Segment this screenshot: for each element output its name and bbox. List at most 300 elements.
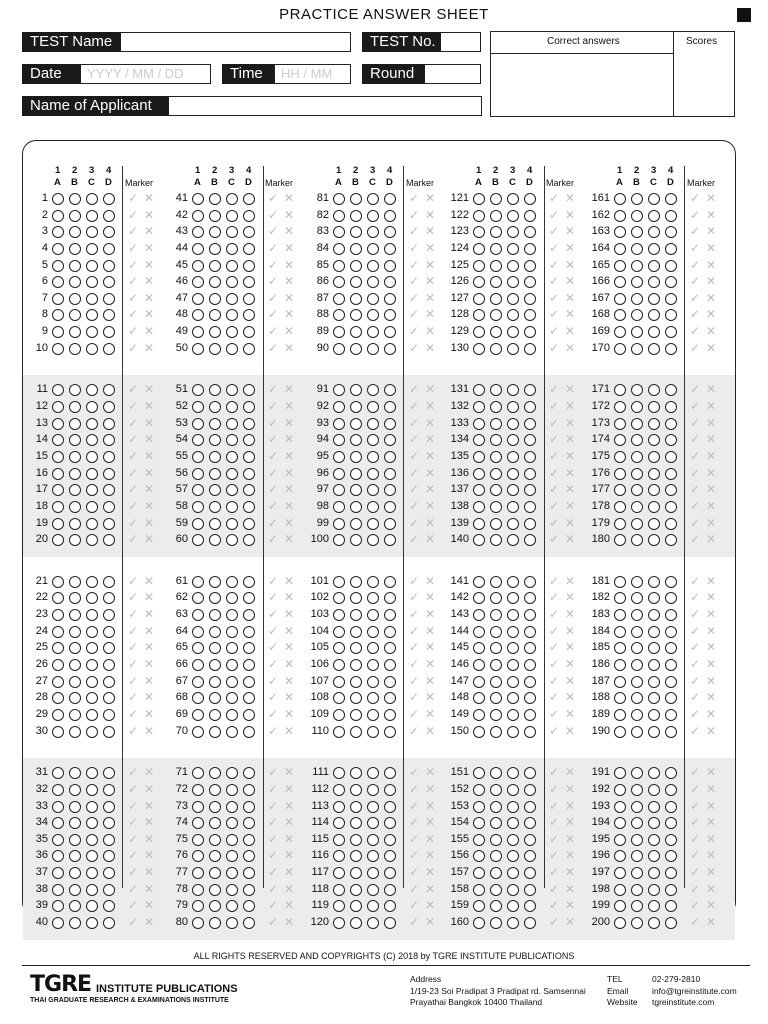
answer-bubble-b[interactable] xyxy=(209,518,221,530)
answer-bubble-a[interactable] xyxy=(192,767,204,779)
answer-bubble-b[interactable] xyxy=(631,767,643,779)
answer-bubble-d[interactable] xyxy=(103,534,115,546)
answer-bubble-b[interactable] xyxy=(490,434,502,446)
answer-bubble-b[interactable] xyxy=(209,434,221,446)
answer-bubble-d[interactable] xyxy=(243,576,255,588)
answer-bubble-a[interactable] xyxy=(614,801,626,813)
answer-bubble-b[interactable] xyxy=(490,309,502,321)
answer-bubble-a[interactable] xyxy=(333,917,345,929)
answer-bubble-a[interactable] xyxy=(473,900,485,912)
answer-bubble-b[interactable] xyxy=(209,260,221,272)
answer-bubble-a[interactable] xyxy=(52,276,64,288)
answer-bubble-b[interactable] xyxy=(350,834,362,846)
answer-bubble-c[interactable] xyxy=(226,692,238,704)
answer-bubble-a[interactable] xyxy=(192,576,204,588)
answer-bubble-c[interactable] xyxy=(86,834,98,846)
answer-bubble-a[interactable] xyxy=(333,326,345,338)
answer-bubble-d[interactable] xyxy=(665,784,677,796)
answer-bubble-b[interactable] xyxy=(490,243,502,255)
answer-bubble-b[interactable] xyxy=(350,243,362,255)
answer-bubble-b[interactable] xyxy=(631,850,643,862)
answer-bubble-a[interactable] xyxy=(192,642,204,654)
answer-bubble-a[interactable] xyxy=(333,900,345,912)
answer-bubble-c[interactable] xyxy=(648,609,660,621)
answer-bubble-c[interactable] xyxy=(507,767,519,779)
answer-bubble-a[interactable] xyxy=(52,801,64,813)
answer-bubble-a[interactable] xyxy=(333,309,345,321)
answer-bubble-a[interactable] xyxy=(192,900,204,912)
answer-bubble-c[interactable] xyxy=(367,817,379,829)
answer-bubble-b[interactable] xyxy=(69,451,81,463)
answer-bubble-a[interactable] xyxy=(614,817,626,829)
answer-bubble-c[interactable] xyxy=(86,401,98,413)
answer-bubble-a[interactable] xyxy=(52,518,64,530)
answer-bubble-d[interactable] xyxy=(384,451,396,463)
answer-bubble-c[interactable] xyxy=(507,484,519,496)
answer-bubble-a[interactable] xyxy=(614,243,626,255)
answer-bubble-a[interactable] xyxy=(614,609,626,621)
answer-bubble-b[interactable] xyxy=(350,534,362,546)
answer-bubble-c[interactable] xyxy=(86,276,98,288)
answer-bubble-d[interactable] xyxy=(103,401,115,413)
test-name-field[interactable] xyxy=(120,32,351,52)
answer-bubble-a[interactable] xyxy=(614,226,626,238)
answer-bubble-c[interactable] xyxy=(648,326,660,338)
answer-bubble-b[interactable] xyxy=(209,243,221,255)
answer-bubble-a[interactable] xyxy=(473,801,485,813)
answer-bubble-b[interactable] xyxy=(490,326,502,338)
answer-bubble-a[interactable] xyxy=(192,484,204,496)
answer-bubble-d[interactable] xyxy=(103,343,115,355)
answer-bubble-d[interactable] xyxy=(665,418,677,430)
answer-bubble-a[interactable] xyxy=(52,592,64,604)
answer-bubble-d[interactable] xyxy=(665,576,677,588)
answer-bubble-a[interactable] xyxy=(52,626,64,638)
answer-bubble-b[interactable] xyxy=(69,817,81,829)
answer-bubble-a[interactable] xyxy=(52,401,64,413)
answer-bubble-c[interactable] xyxy=(507,801,519,813)
answer-bubble-a[interactable] xyxy=(52,343,64,355)
answer-bubble-a[interactable] xyxy=(614,309,626,321)
answer-bubble-b[interactable] xyxy=(490,676,502,688)
answer-bubble-d[interactable] xyxy=(103,659,115,671)
answer-bubble-d[interactable] xyxy=(103,592,115,604)
answer-bubble-c[interactable] xyxy=(86,626,98,638)
answer-bubble-a[interactable] xyxy=(333,434,345,446)
answer-bubble-b[interactable] xyxy=(209,276,221,288)
answer-bubble-d[interactable] xyxy=(524,518,536,530)
answer-bubble-a[interactable] xyxy=(473,692,485,704)
answer-bubble-d[interactable] xyxy=(243,243,255,255)
answer-bubble-b[interactable] xyxy=(350,659,362,671)
answer-bubble-d[interactable] xyxy=(243,534,255,546)
answer-bubble-a[interactable] xyxy=(473,659,485,671)
answer-bubble-a[interactable] xyxy=(473,418,485,430)
answer-bubble-a[interactable] xyxy=(192,210,204,222)
answer-bubble-b[interactable] xyxy=(350,900,362,912)
answer-bubble-d[interactable] xyxy=(384,817,396,829)
answer-bubble-c[interactable] xyxy=(367,626,379,638)
answer-bubble-b[interactable] xyxy=(209,326,221,338)
answer-bubble-b[interactable] xyxy=(209,767,221,779)
answer-bubble-b[interactable] xyxy=(631,401,643,413)
answer-bubble-d[interactable] xyxy=(384,692,396,704)
answer-bubble-d[interactable] xyxy=(103,784,115,796)
answer-bubble-a[interactable] xyxy=(192,626,204,638)
answer-bubble-c[interactable] xyxy=(507,518,519,530)
answer-bubble-c[interactable] xyxy=(86,850,98,862)
answer-bubble-d[interactable] xyxy=(524,468,536,480)
answer-bubble-d[interactable] xyxy=(243,917,255,929)
answer-bubble-b[interactable] xyxy=(631,917,643,929)
answer-bubble-b[interactable] xyxy=(631,518,643,530)
answer-bubble-d[interactable] xyxy=(665,626,677,638)
answer-bubble-c[interactable] xyxy=(507,343,519,355)
answer-bubble-d[interactable] xyxy=(524,726,536,738)
answer-bubble-d[interactable] xyxy=(103,451,115,463)
answer-bubble-b[interactable] xyxy=(209,850,221,862)
answer-bubble-a[interactable] xyxy=(52,434,64,446)
answer-bubble-d[interactable] xyxy=(384,193,396,205)
answer-bubble-a[interactable] xyxy=(192,784,204,796)
answer-bubble-a[interactable] xyxy=(473,401,485,413)
answer-bubble-d[interactable] xyxy=(384,518,396,530)
answer-bubble-a[interactable] xyxy=(192,434,204,446)
answer-bubble-c[interactable] xyxy=(226,676,238,688)
answer-bubble-a[interactable] xyxy=(473,326,485,338)
answer-bubble-c[interactable] xyxy=(86,609,98,621)
answer-bubble-c[interactable] xyxy=(367,850,379,862)
answer-bubble-d[interactable] xyxy=(384,276,396,288)
answer-bubble-c[interactable] xyxy=(367,784,379,796)
answer-bubble-b[interactable] xyxy=(209,226,221,238)
answer-bubble-c[interactable] xyxy=(226,484,238,496)
answer-bubble-b[interactable] xyxy=(350,434,362,446)
answer-bubble-a[interactable] xyxy=(192,501,204,513)
answer-bubble-b[interactable] xyxy=(350,867,362,879)
answer-bubble-b[interactable] xyxy=(69,226,81,238)
answer-bubble-b[interactable] xyxy=(209,501,221,513)
answer-bubble-a[interactable] xyxy=(333,501,345,513)
answer-bubble-c[interactable] xyxy=(86,468,98,480)
answer-bubble-b[interactable] xyxy=(209,709,221,721)
answer-bubble-c[interactable] xyxy=(86,518,98,530)
answer-bubble-a[interactable] xyxy=(473,592,485,604)
answer-bubble-c[interactable] xyxy=(648,260,660,272)
answer-bubble-c[interactable] xyxy=(648,784,660,796)
answer-bubble-a[interactable] xyxy=(473,468,485,480)
answer-bubble-d[interactable] xyxy=(243,468,255,480)
answer-bubble-a[interactable] xyxy=(614,692,626,704)
answer-bubble-b[interactable] xyxy=(631,609,643,621)
answer-bubble-d[interactable] xyxy=(243,900,255,912)
answer-bubble-a[interactable] xyxy=(52,692,64,704)
answer-bubble-c[interactable] xyxy=(367,276,379,288)
answer-bubble-a[interactable] xyxy=(333,243,345,255)
answer-bubble-b[interactable] xyxy=(490,226,502,238)
answer-bubble-c[interactable] xyxy=(648,293,660,305)
answer-bubble-b[interactable] xyxy=(490,659,502,671)
answer-bubble-b[interactable] xyxy=(631,384,643,396)
answer-bubble-d[interactable] xyxy=(665,692,677,704)
answer-bubble-d[interactable] xyxy=(384,867,396,879)
answer-bubble-c[interactable] xyxy=(86,659,98,671)
answer-bubble-d[interactable] xyxy=(243,326,255,338)
answer-bubble-a[interactable] xyxy=(614,418,626,430)
answer-bubble-a[interactable] xyxy=(333,884,345,896)
answer-bubble-a[interactable] xyxy=(473,609,485,621)
answer-bubble-a[interactable] xyxy=(52,850,64,862)
answer-bubble-d[interactable] xyxy=(524,401,536,413)
answer-bubble-d[interactable] xyxy=(384,592,396,604)
answer-bubble-d[interactable] xyxy=(243,293,255,305)
answer-bubble-c[interactable] xyxy=(648,867,660,879)
answer-bubble-c[interactable] xyxy=(507,900,519,912)
answer-bubble-c[interactable] xyxy=(648,343,660,355)
answer-bubble-a[interactable] xyxy=(614,343,626,355)
answer-bubble-c[interactable] xyxy=(507,576,519,588)
answer-bubble-d[interactable] xyxy=(103,867,115,879)
answer-bubble-a[interactable] xyxy=(333,642,345,654)
answer-bubble-b[interactable] xyxy=(490,884,502,896)
answer-bubble-d[interactable] xyxy=(243,592,255,604)
answer-bubble-b[interactable] xyxy=(209,834,221,846)
answer-bubble-a[interactable] xyxy=(473,343,485,355)
answer-bubble-c[interactable] xyxy=(86,193,98,205)
answer-bubble-b[interactable] xyxy=(209,210,221,222)
answer-bubble-d[interactable] xyxy=(243,767,255,779)
answer-bubble-b[interactable] xyxy=(350,767,362,779)
answer-bubble-b[interactable] xyxy=(350,309,362,321)
answer-bubble-d[interactable] xyxy=(243,609,255,621)
answer-bubble-b[interactable] xyxy=(209,576,221,588)
answer-bubble-a[interactable] xyxy=(52,834,64,846)
answer-bubble-d[interactable] xyxy=(665,193,677,205)
answer-bubble-c[interactable] xyxy=(367,501,379,513)
answer-bubble-b[interactable] xyxy=(631,293,643,305)
answer-bubble-c[interactable] xyxy=(648,468,660,480)
answer-bubble-b[interactable] xyxy=(490,501,502,513)
answer-bubble-b[interactable] xyxy=(350,468,362,480)
answer-bubble-a[interactable] xyxy=(333,850,345,862)
answer-bubble-b[interactable] xyxy=(490,817,502,829)
answer-bubble-c[interactable] xyxy=(648,401,660,413)
answer-bubble-d[interactable] xyxy=(665,343,677,355)
answer-bubble-c[interactable] xyxy=(648,850,660,862)
answer-bubble-a[interactable] xyxy=(52,193,64,205)
answer-bubble-d[interactable] xyxy=(384,534,396,546)
answer-bubble-b[interactable] xyxy=(69,801,81,813)
answer-bubble-c[interactable] xyxy=(648,501,660,513)
answer-bubble-d[interactable] xyxy=(243,260,255,272)
answer-bubble-d[interactable] xyxy=(243,884,255,896)
answer-bubble-d[interactable] xyxy=(665,468,677,480)
answer-bubble-a[interactable] xyxy=(52,293,64,305)
answer-bubble-b[interactable] xyxy=(209,659,221,671)
answer-bubble-d[interactable] xyxy=(524,226,536,238)
answer-bubble-b[interactable] xyxy=(69,726,81,738)
answer-bubble-c[interactable] xyxy=(367,260,379,272)
answer-bubble-d[interactable] xyxy=(103,518,115,530)
answer-bubble-a[interactable] xyxy=(614,767,626,779)
answer-bubble-a[interactable] xyxy=(614,451,626,463)
answer-bubble-d[interactable] xyxy=(103,884,115,896)
answer-bubble-b[interactable] xyxy=(490,518,502,530)
answer-bubble-a[interactable] xyxy=(192,343,204,355)
answer-bubble-c[interactable] xyxy=(367,767,379,779)
answer-bubble-a[interactable] xyxy=(52,784,64,796)
answer-bubble-d[interactable] xyxy=(103,226,115,238)
answer-bubble-c[interactable] xyxy=(226,592,238,604)
answer-bubble-a[interactable] xyxy=(614,576,626,588)
answer-bubble-d[interactable] xyxy=(384,401,396,413)
answer-bubble-c[interactable] xyxy=(86,501,98,513)
answer-bubble-c[interactable] xyxy=(648,484,660,496)
answer-bubble-d[interactable] xyxy=(243,276,255,288)
answer-bubble-a[interactable] xyxy=(614,276,626,288)
answer-bubble-d[interactable] xyxy=(103,484,115,496)
answer-bubble-d[interactable] xyxy=(103,726,115,738)
answer-bubble-a[interactable] xyxy=(473,676,485,688)
answer-bubble-c[interactable] xyxy=(507,676,519,688)
answer-bubble-a[interactable] xyxy=(192,518,204,530)
answer-bubble-a[interactable] xyxy=(333,726,345,738)
answer-bubble-c[interactable] xyxy=(86,326,98,338)
answer-bubble-d[interactable] xyxy=(384,468,396,480)
answer-bubble-d[interactable] xyxy=(243,309,255,321)
answer-bubble-b[interactable] xyxy=(209,884,221,896)
answer-bubble-c[interactable] xyxy=(648,418,660,430)
answer-bubble-a[interactable] xyxy=(333,767,345,779)
scores-field[interactable] xyxy=(677,55,733,114)
answer-bubble-d[interactable] xyxy=(384,418,396,430)
answer-bubble-b[interactable] xyxy=(69,293,81,305)
answer-bubble-b[interactable] xyxy=(69,343,81,355)
answer-bubble-d[interactable] xyxy=(103,193,115,205)
answer-bubble-a[interactable] xyxy=(473,193,485,205)
answer-bubble-c[interactable] xyxy=(507,592,519,604)
answer-bubble-d[interactable] xyxy=(243,343,255,355)
answer-bubble-c[interactable] xyxy=(507,293,519,305)
answer-bubble-b[interactable] xyxy=(490,900,502,912)
answer-bubble-c[interactable] xyxy=(367,534,379,546)
answer-bubble-d[interactable] xyxy=(103,210,115,222)
answer-bubble-b[interactable] xyxy=(209,626,221,638)
answer-bubble-d[interactable] xyxy=(665,484,677,496)
answer-bubble-d[interactable] xyxy=(665,210,677,222)
answer-bubble-a[interactable] xyxy=(333,484,345,496)
answer-bubble-b[interactable] xyxy=(209,484,221,496)
answer-bubble-b[interactable] xyxy=(490,276,502,288)
answer-bubble-d[interactable] xyxy=(243,726,255,738)
answer-bubble-d[interactable] xyxy=(103,309,115,321)
answer-bubble-b[interactable] xyxy=(209,801,221,813)
answer-bubble-b[interactable] xyxy=(490,626,502,638)
answer-bubble-c[interactable] xyxy=(86,867,98,879)
answer-bubble-c[interactable] xyxy=(507,884,519,896)
answer-bubble-c[interactable] xyxy=(507,260,519,272)
answer-bubble-d[interactable] xyxy=(524,418,536,430)
answer-bubble-d[interactable] xyxy=(524,501,536,513)
answer-bubble-c[interactable] xyxy=(226,642,238,654)
answer-bubble-c[interactable] xyxy=(226,343,238,355)
answer-bubble-b[interactable] xyxy=(631,709,643,721)
answer-bubble-b[interactable] xyxy=(631,834,643,846)
answer-bubble-c[interactable] xyxy=(507,468,519,480)
answer-bubble-a[interactable] xyxy=(473,484,485,496)
answer-bubble-b[interactable] xyxy=(490,418,502,430)
answer-bubble-a[interactable] xyxy=(192,801,204,813)
answer-bubble-d[interactable] xyxy=(103,692,115,704)
answer-bubble-b[interactable] xyxy=(209,468,221,480)
answer-bubble-c[interactable] xyxy=(648,193,660,205)
answer-bubble-d[interactable] xyxy=(384,850,396,862)
answer-bubble-a[interactable] xyxy=(52,884,64,896)
answer-bubble-d[interactable] xyxy=(384,834,396,846)
answer-bubble-d[interactable] xyxy=(243,518,255,530)
answer-bubble-c[interactable] xyxy=(367,226,379,238)
answer-bubble-a[interactable] xyxy=(473,226,485,238)
answer-bubble-b[interactable] xyxy=(209,418,221,430)
answer-bubble-c[interactable] xyxy=(86,676,98,688)
answer-bubble-d[interactable] xyxy=(524,834,536,846)
answer-bubble-c[interactable] xyxy=(226,451,238,463)
answer-bubble-b[interactable] xyxy=(350,193,362,205)
answer-bubble-d[interactable] xyxy=(384,210,396,222)
answer-bubble-a[interactable] xyxy=(333,451,345,463)
answer-bubble-d[interactable] xyxy=(524,309,536,321)
answer-bubble-c[interactable] xyxy=(507,726,519,738)
answer-bubble-a[interactable] xyxy=(333,592,345,604)
answer-bubble-d[interactable] xyxy=(665,801,677,813)
answer-bubble-a[interactable] xyxy=(52,418,64,430)
answer-bubble-b[interactable] xyxy=(490,576,502,588)
answer-bubble-a[interactable] xyxy=(614,726,626,738)
answer-bubble-b[interactable] xyxy=(350,709,362,721)
answer-bubble-b[interactable] xyxy=(209,592,221,604)
answer-bubble-a[interactable] xyxy=(614,210,626,222)
answer-bubble-c[interactable] xyxy=(648,659,660,671)
answer-bubble-d[interactable] xyxy=(384,260,396,272)
answer-bubble-a[interactable] xyxy=(473,726,485,738)
answer-bubble-a[interactable] xyxy=(52,534,64,546)
answer-bubble-d[interactable] xyxy=(665,226,677,238)
answer-bubble-c[interactable] xyxy=(648,384,660,396)
answer-bubble-d[interactable] xyxy=(103,834,115,846)
answer-bubble-c[interactable] xyxy=(648,534,660,546)
answer-bubble-a[interactable] xyxy=(52,326,64,338)
answer-bubble-c[interactable] xyxy=(86,592,98,604)
answer-bubble-a[interactable] xyxy=(614,468,626,480)
answer-bubble-d[interactable] xyxy=(103,468,115,480)
answer-bubble-b[interactable] xyxy=(69,884,81,896)
answer-bubble-c[interactable] xyxy=(367,210,379,222)
answer-bubble-a[interactable] xyxy=(192,243,204,255)
answer-bubble-d[interactable] xyxy=(384,659,396,671)
answer-bubble-d[interactable] xyxy=(524,801,536,813)
answer-bubble-a[interactable] xyxy=(192,917,204,929)
answer-bubble-b[interactable] xyxy=(631,692,643,704)
answer-bubble-b[interactable] xyxy=(350,692,362,704)
answer-bubble-d[interactable] xyxy=(103,900,115,912)
answer-bubble-a[interactable] xyxy=(473,917,485,929)
answer-bubble-d[interactable] xyxy=(524,784,536,796)
answer-bubble-a[interactable] xyxy=(473,260,485,272)
answer-bubble-d[interactable] xyxy=(384,243,396,255)
answer-bubble-c[interactable] xyxy=(86,900,98,912)
answer-bubble-a[interactable] xyxy=(614,917,626,929)
answer-bubble-d[interactable] xyxy=(103,850,115,862)
